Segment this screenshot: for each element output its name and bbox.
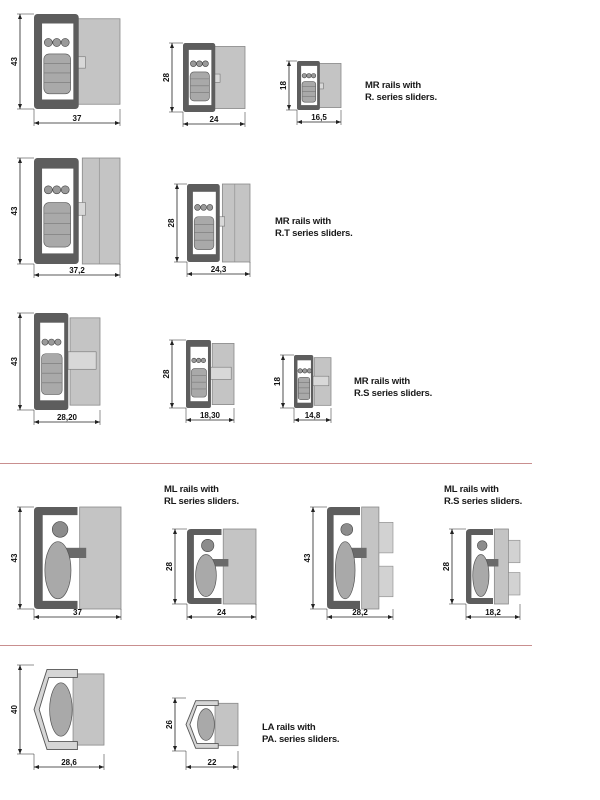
caption-mr-rs <box>354 376 432 400</box>
height-value: 26 <box>165 720 174 729</box>
bearing-ball <box>190 61 196 67</box>
rail-slider-figure-mr-r-medium <box>183 43 245 112</box>
dimension-arrow <box>34 765 39 769</box>
bearing-ball <box>53 38 61 46</box>
caption-line: RL series sliders. <box>164 496 239 507</box>
caption-line: R.S series sliders. <box>444 496 523 507</box>
caption-la-pa <box>262 722 339 746</box>
height-value: 28 <box>162 73 171 82</box>
caption-line: R.T series sliders. <box>275 228 353 239</box>
dimension-arrow <box>294 418 299 422</box>
bearing-ball <box>203 61 209 67</box>
dimension-arrow <box>115 121 120 125</box>
rail-slider-figure-mr-rt-large <box>34 158 120 264</box>
dimension-arrow <box>287 61 291 66</box>
bearing-ball <box>61 186 69 194</box>
width-value: 28,2 <box>352 608 368 617</box>
rail-slider-figure-ml-rs-large <box>327 507 393 609</box>
bearing-ball <box>44 186 52 194</box>
dimension-arrow <box>18 405 22 410</box>
rail-slider-figure-mr-rt-medium <box>187 184 250 262</box>
slider-wheel <box>298 377 310 399</box>
bearing-ball <box>477 541 487 551</box>
width-value: 28,20 <box>56 413 78 422</box>
dimension-arrow <box>233 765 238 769</box>
slider-wheel <box>473 555 489 597</box>
dimension-arrow <box>186 765 191 769</box>
section-divider-2 <box>0 645 532 646</box>
slider-wheel <box>196 555 217 597</box>
caption-line: ML rails with <box>164 484 219 495</box>
bearing-ball <box>192 358 196 362</box>
width-value: 24 <box>209 115 219 124</box>
rail-slider-figure-ml-rs-medium <box>466 529 520 604</box>
height-value: 18 <box>279 81 288 90</box>
caption-ml-rl <box>164 484 239 508</box>
rail-slider-figure-mr-rs-medium <box>186 340 234 408</box>
width-value: 18,2 <box>485 608 501 617</box>
dimension-arrow <box>450 529 454 534</box>
dimension-arrow <box>173 599 177 604</box>
dimension-arrow <box>187 615 192 619</box>
bearing-ball <box>201 358 205 362</box>
dimension-arrow <box>18 14 22 19</box>
width-value: 14,8 <box>304 411 321 420</box>
dimension-arrow <box>18 749 22 754</box>
height-value: 28 <box>162 369 171 379</box>
dimension-arrow <box>34 615 39 619</box>
dimension-arrow <box>34 420 39 424</box>
height-value: 43 <box>10 553 19 563</box>
dimension-arrow <box>170 43 174 48</box>
dimension-arrow <box>170 403 174 408</box>
dimension-arrow <box>466 615 471 619</box>
dimension-arrow <box>18 158 22 163</box>
bearing-ball <box>307 74 311 78</box>
dimension-arrow <box>175 257 179 262</box>
dimension-arrow <box>173 529 177 534</box>
height-value: 43 <box>10 357 19 366</box>
dimension-arrow <box>18 507 22 512</box>
height-value: 28 <box>165 562 174 571</box>
bearing-ball <box>42 339 48 345</box>
dimension-arrow <box>18 665 22 670</box>
dimension-arrow <box>336 120 341 124</box>
width-value: 37 <box>72 114 82 123</box>
caption-line: PA. series sliders. <box>262 734 340 745</box>
rail-slider-figure-ml-rl-medium <box>187 529 256 604</box>
slider-wheel <box>44 54 71 94</box>
bearing-ball <box>196 358 200 362</box>
caption-mr-rt <box>275 216 353 240</box>
bearing-ball <box>44 38 52 46</box>
dimension-arrow <box>311 604 315 609</box>
rail-slider-figure-la-pa-large <box>34 669 104 749</box>
width-value: 22 <box>207 758 217 767</box>
dimension-arrow <box>187 272 192 276</box>
dimension-arrow <box>173 746 177 751</box>
dimension-arrow <box>245 272 250 276</box>
dimension-arrow <box>388 615 393 619</box>
rail-slider-figure-ml-rl-large <box>34 507 121 609</box>
height-value: 43 <box>10 206 19 216</box>
rail-slider-figure-mr-r-large <box>34 14 120 109</box>
slider-wheel <box>44 203 71 248</box>
caption-line: LA rails with <box>262 722 316 733</box>
slider-wheel <box>190 72 209 101</box>
rail-slider-figure-la-pa-small <box>186 701 238 749</box>
section-divider-1 <box>0 463 532 464</box>
bearing-ball <box>302 74 306 78</box>
dimension-arrow <box>515 615 520 619</box>
dimension-arrow <box>297 120 302 124</box>
caption-line: MR rails with <box>354 376 410 387</box>
height-value: 43 <box>303 553 312 563</box>
width-value: 28,6 <box>61 758 77 767</box>
dimension-arrow <box>240 122 245 126</box>
dimension-arrow <box>281 403 285 408</box>
dimension-arrow <box>251 615 256 619</box>
slider-wheel <box>198 709 215 741</box>
caption-line: R.S series sliders. <box>354 388 433 399</box>
caption-line: R. series sliders. <box>365 92 437 103</box>
plate-tab <box>508 540 520 563</box>
slider-plate <box>215 703 238 745</box>
dimension-arrow <box>173 698 177 703</box>
dimension-arrow <box>175 184 179 189</box>
bearing-ball <box>341 524 353 536</box>
slider-wheel <box>191 369 206 398</box>
dimension-arrow <box>281 355 285 360</box>
slider-wheel <box>335 542 355 599</box>
dimension-arrow <box>18 313 22 318</box>
dimension-arrow <box>18 104 22 109</box>
caption-ml-rs <box>444 484 522 508</box>
width-value: 24,3 <box>210 265 227 274</box>
rail-slider-figure-mr-r-small <box>297 61 341 110</box>
width-value: 24 <box>217 608 226 617</box>
dimension-arrow <box>327 615 332 619</box>
caption-line: MR rails with <box>365 80 421 91</box>
width-value: 16,5 <box>311 113 327 122</box>
height-value: 43 <box>10 57 19 66</box>
dimension-arrow <box>115 273 120 277</box>
dimension-arrow <box>116 615 121 619</box>
dimension-arrow <box>450 599 454 604</box>
bearing-ball <box>311 74 315 78</box>
height-value: 40 <box>10 705 19 714</box>
slider-wheel <box>302 82 316 103</box>
dimension-arrow <box>18 259 22 264</box>
bearing-ball <box>53 186 61 194</box>
plate-tab <box>379 566 393 597</box>
bearing-ball <box>201 204 207 210</box>
dimension-arrow <box>229 418 234 422</box>
plate-tab <box>508 573 520 596</box>
bearing-ball <box>195 204 201 210</box>
bearing-ball <box>48 339 54 345</box>
width-value: 18,30 <box>199 411 221 420</box>
dimension-arrow <box>18 604 22 609</box>
dimension-arrow <box>170 107 174 112</box>
width-value: 37 <box>73 608 82 617</box>
dimension-arrow <box>95 420 100 424</box>
slider-plate <box>82 158 120 264</box>
slider-wheel <box>194 217 214 250</box>
dimension-arrow <box>170 340 174 345</box>
plate-tab <box>379 522 393 553</box>
caption-line: ML rails with <box>444 484 499 495</box>
dimension-arrow <box>326 418 331 422</box>
height-value: 18 <box>273 377 282 386</box>
dimension-arrow <box>183 122 188 126</box>
slider-wheel <box>50 683 73 736</box>
dimension-arrow <box>34 273 39 277</box>
slider-wheel <box>42 354 63 395</box>
bearing-ball <box>207 204 213 210</box>
slider-plate <box>73 674 104 745</box>
caption-line: MR rails with <box>275 216 331 227</box>
dimension-arrow <box>99 765 104 769</box>
dimension-arrow <box>186 418 191 422</box>
rail-slider-figure-mr-rs-large <box>34 313 100 410</box>
width-value: 37,2 <box>69 266 85 275</box>
height-value: 28 <box>442 562 451 571</box>
bearing-ball <box>61 38 69 46</box>
dimension-arrow <box>34 121 39 125</box>
dimension-arrow <box>311 507 315 512</box>
bearing-ball <box>52 522 68 538</box>
bearing-ball <box>298 369 302 373</box>
rail-slider-figure-mr-rs-small <box>294 355 331 408</box>
bearing-ball <box>197 61 203 67</box>
dimension-arrow <box>287 105 291 110</box>
bearing-ball <box>55 339 61 345</box>
slider-plate <box>222 184 250 262</box>
caption-mr-r <box>365 80 437 104</box>
bearing-ball <box>201 539 213 551</box>
bearing-ball <box>303 369 307 373</box>
bearing-ball <box>307 369 311 373</box>
height-value: 28 <box>167 218 176 228</box>
slider-wheel <box>45 542 71 599</box>
